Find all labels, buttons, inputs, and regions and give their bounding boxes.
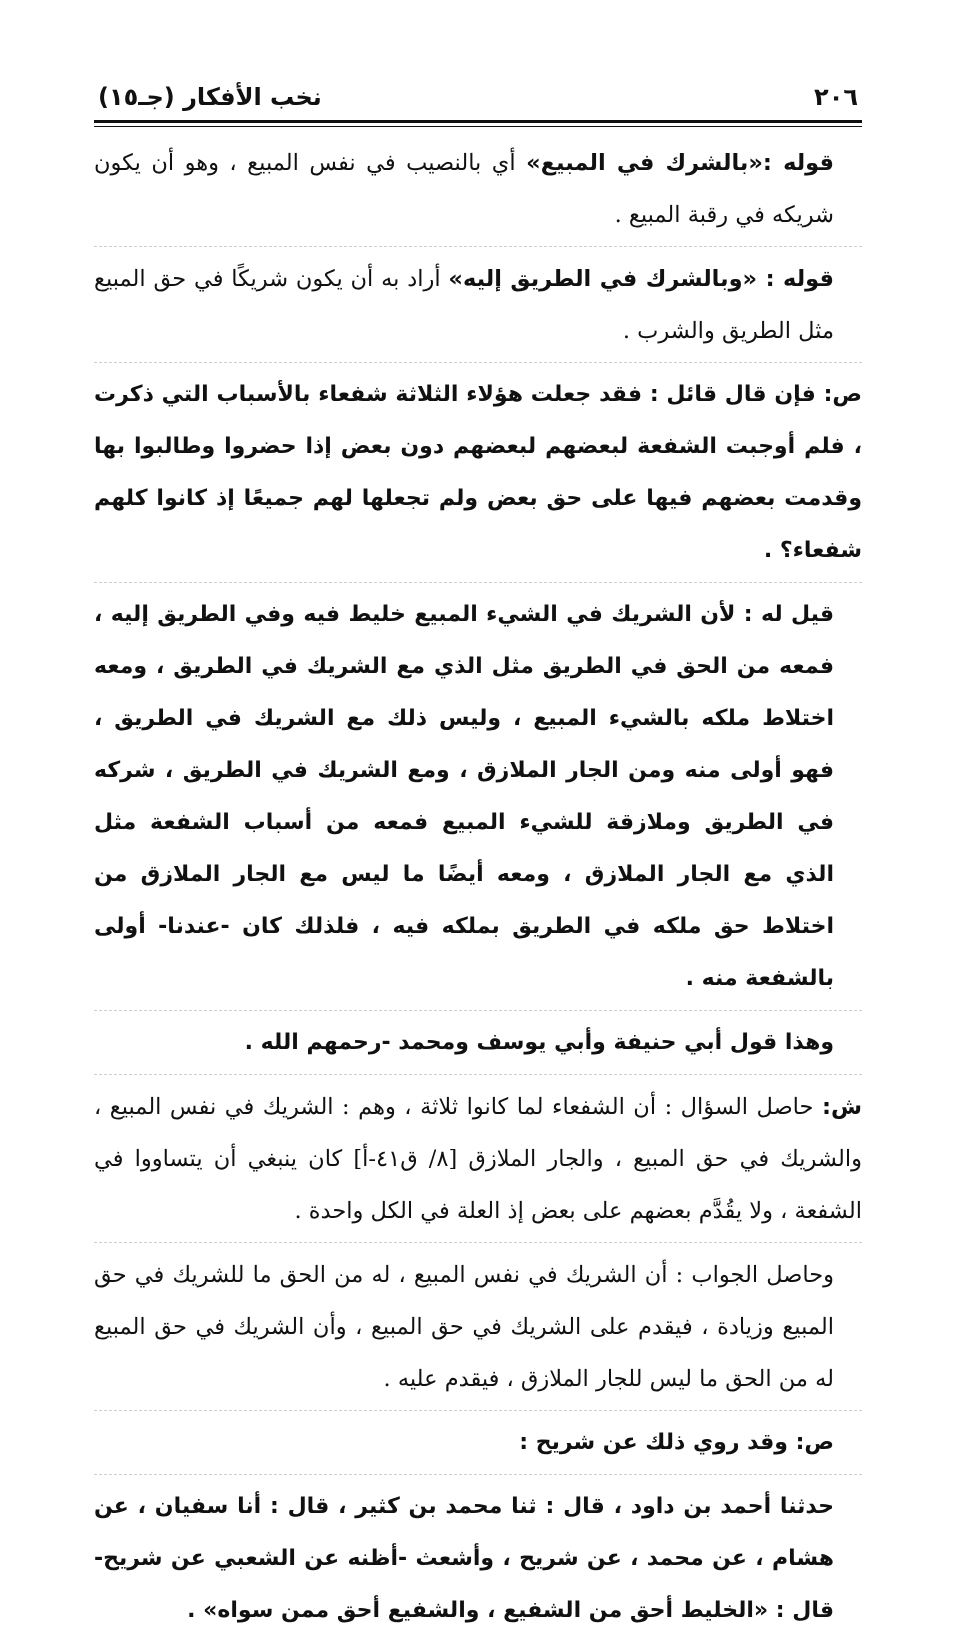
paragraph-lead: قوله :«بالشرك في المبيع» [526, 150, 835, 176]
paragraph [94, 1081, 862, 1237]
paragraph-separator [94, 1474, 862, 1475]
paragraph-lead: ص: [795, 1430, 834, 1455]
paragraph-lead: ش: [821, 1094, 862, 1120]
paragraph-text: أراد به أن يكون شريكًا في حق المبيع مثل الطريق والشرب . [94, 266, 834, 344]
paragraph-text: قيل له : لأن الشريك في الشيء المبيع خليط فيه وفي الطريق إليه ، فمعه من الحق في الطريق مثل الذي مع الشريك في الطريق ، ومعه اختلاط ملكه بالشيء المبيع ، وليس ذلك مع الشريك في الطريق ، فهو أولى منه ومن الجار الملازق ، ومع الشريك في الطريق ، شركه في الطريق وملازقة للشيء المبيع فمعه من أسباب الشفعة مثل الذي مع الجار الملازق ، ومعه أيضًا ما ليس مع الجار الملازق من اختلاط حق ملكه في الطريق بملكه فيه ، فلذلك كان -عندنا- أولى بالشفعة منه . [94, 602, 834, 991]
paragraph-text: وهذا قول أبي حنيفة وأبي يوسف ومحمد -رحمهم الله . [244, 1030, 834, 1055]
paragraph [94, 589, 862, 1005]
paragraph [94, 137, 862, 241]
paragraph-text: فإن قال قائل : فقد جعلت هؤلاء الثلاثة شفعاء بالأسباب التي ذكرت ، فلم أوجبت الشفعة لبعضهم لبعضهم دون بعض إذا حضروا وطالبوا بها وقدمت بعضهم فيها على حق بعض ولم تجعلها لهم جميعًا إذ كانوا كلهم شفعاء؟ . [94, 382, 862, 563]
paragraph-lead: ص: [823, 382, 862, 407]
paragraph-separator [94, 582, 862, 583]
paragraph-text: وحاصل الجواب : أن الشريك في نفس المبيع ، له من الحق ما للشريك في حق المبيع وزيادة ، فيقدم على الشريك في حق المبيع ، وأن الشريك في حق المبيع له من الحق ما ليس للجار الملازق ، فيقدم عليه . [94, 1262, 834, 1392]
paragraph [94, 1417, 862, 1469]
paragraph-separator [94, 1242, 862, 1243]
paragraph-text: وقد روي ذلك عن شريح : [519, 1430, 796, 1455]
paragraph-separator [94, 1074, 862, 1075]
paragraph [94, 1017, 862, 1069]
paragraph [94, 253, 862, 357]
paragraph [94, 1249, 862, 1405]
paragraph-text: حدثنا أحمد بن داود ، قال : ثنا محمد بن كثير ، قال : أنا سفيان ، عن هشام ، عن محمد ، عن شريح ، وأشعث -أظنه عن الشعبي عن شريح- قال : «الخليط أحق من الشفيع ، والشفيع أحق ممن سواه» . [94, 1494, 834, 1623]
paragraph [94, 369, 862, 577]
paragraph [94, 1481, 862, 1637]
header-rule-thin [94, 126, 862, 127]
running-header [94, 80, 862, 120]
page-number: ٢٠٦ [814, 83, 858, 111]
book-title: نخب الأفكار (جـ١٥) [98, 83, 322, 111]
paragraph-text: حاصل السؤال : أن الشفعاء لما كانوا ثلاثة ، وهم : الشريك في نفس المبيع ، والشريك في حق المبيع ، والجار الملازق [٨/ ق٤١-أ] كان ينبغي أن يتساووا في الشفعة ، ولا يقُدَّم بعضهم على بعض إذ العلة في الكل واحدة . [94, 1094, 862, 1224]
paragraph-text: أي بالنصيب في نفس المبيع ، وهو أن يكون شريكه في رقبة المبيع . [94, 150, 834, 228]
paragraph-separator [94, 246, 862, 247]
header-rule-thick [94, 120, 862, 123]
paragraph-separator [94, 1410, 862, 1411]
paragraph-separator [94, 362, 862, 363]
paragraph-lead: قوله : «وبالشرك في الطريق إليه» [448, 266, 834, 292]
paragraph-separator [94, 1010, 862, 1011]
